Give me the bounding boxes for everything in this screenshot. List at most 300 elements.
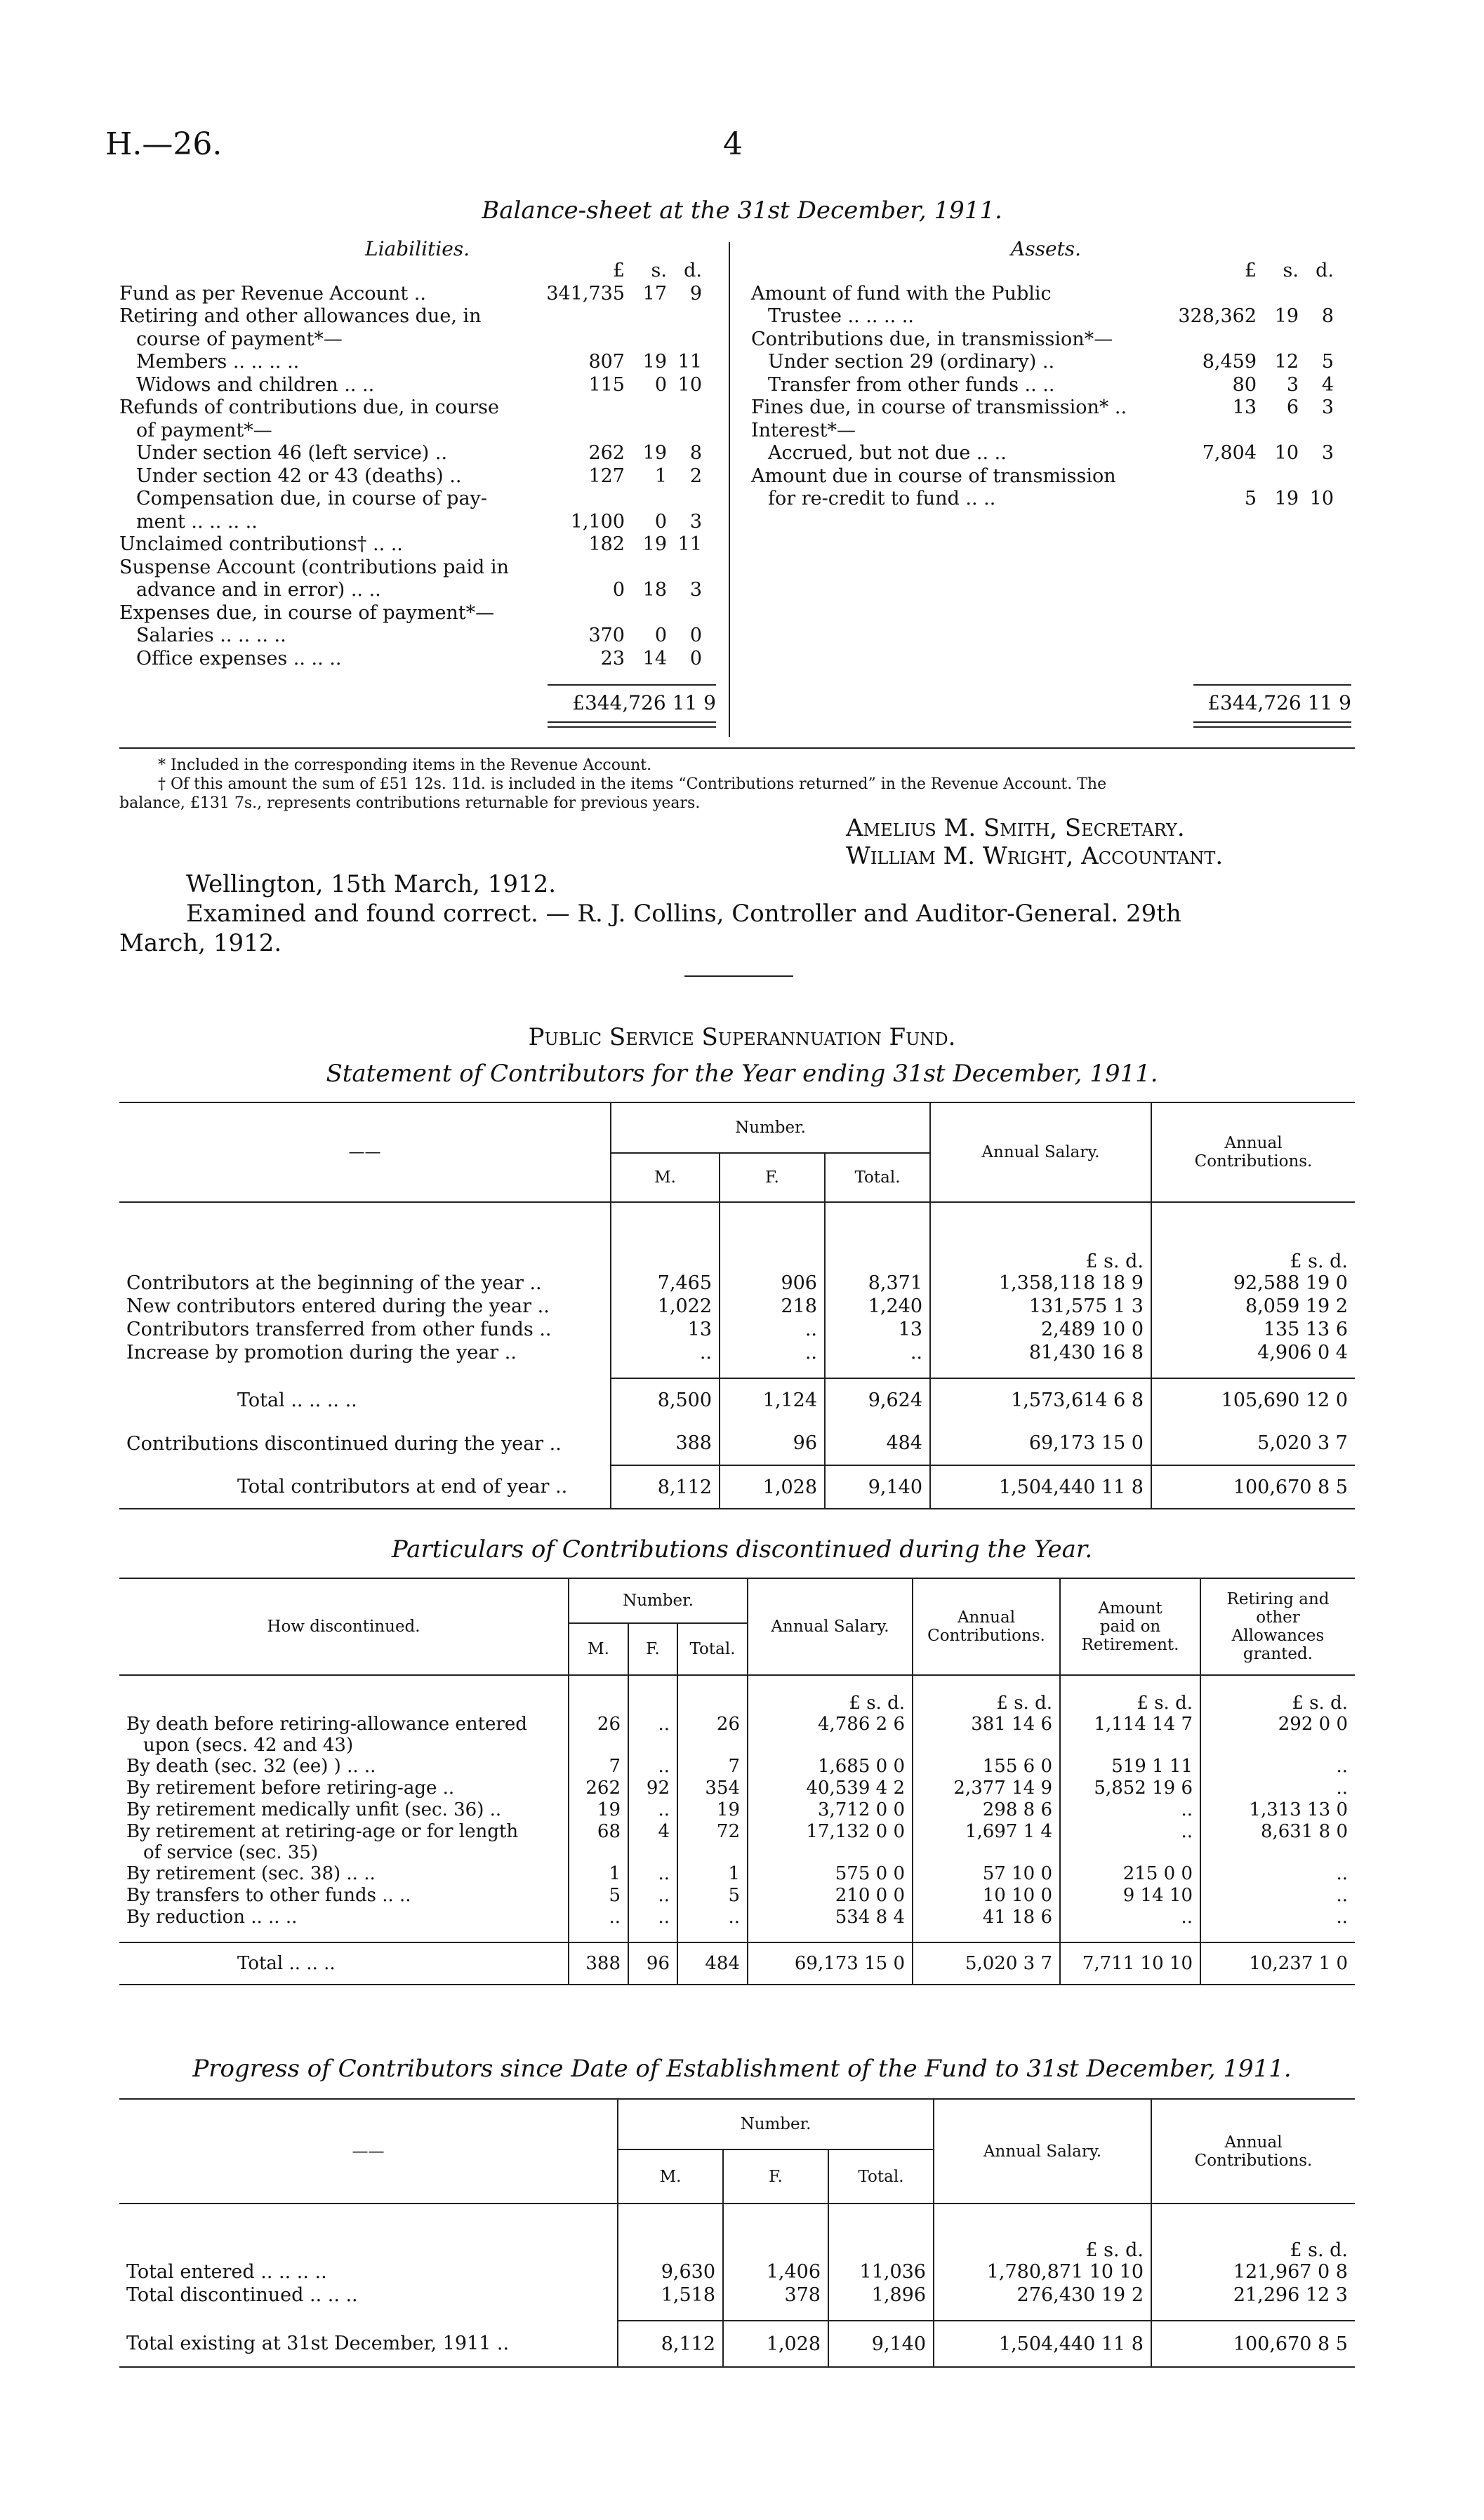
cell-con: 2,377 14 9 (913, 1778, 1060, 1799)
balance-row (119, 328, 716, 352)
contributions-header: Annual Contributions. (913, 1578, 1060, 1675)
row-label (119, 2261, 618, 2284)
fund-end-f: 1,028 (720, 1465, 825, 1509)
row-l: 13 (1232, 396, 1257, 418)
cell-f: .. (628, 1863, 677, 1885)
cell-t: .. (677, 1907, 748, 1942)
cell-amt: 1,114 14 7 (1060, 1714, 1200, 1756)
cell-con: 10 10 0 (913, 1885, 1060, 1907)
cell-con: 41 18 6 (913, 1907, 1060, 1942)
row-l: 80 (1232, 373, 1257, 396)
retiring-lsd: £ s. d. (1200, 1693, 1355, 1714)
part-total-amount: 7,711 10 10 (1060, 1942, 1200, 1985)
row-label: Fines due, in course of transmission* .. (751, 396, 1127, 418)
balance-divider (729, 242, 730, 737)
row-s: 6 (1286, 396, 1299, 418)
balance-row (119, 533, 716, 556)
balance-row (751, 374, 1355, 397)
prog-total-label: Total existing at 31st December, 1911 .. (126, 2333, 510, 2354)
row-s: 18 (642, 579, 667, 601)
cell-sal: 210 0 0 (748, 1885, 913, 1907)
fund-disc-label: Contributions discontinued during the year .. (126, 1432, 562, 1455)
row-label-line: By reduction .. .. .. (126, 1907, 298, 1928)
row-s: 19 (642, 442, 667, 464)
header-dash: —— (352, 2142, 385, 2161)
cell-sal: 2,489 10 0 (930, 1319, 1151, 1342)
row-s: 19 (1274, 305, 1299, 327)
cell-t: 1 (677, 1863, 748, 1885)
cell-con: 298 8 6 (913, 1799, 1060, 1821)
audit-date: March, 1912. (119, 929, 282, 957)
particulars-title: Particulars of Contributions discontinued during the Year. (391, 1535, 1093, 1564)
balance-row (751, 396, 1355, 420)
footnote-1: * Included in the corresponding items in the Revenue Account. (158, 756, 652, 774)
cell-f: 92 (628, 1778, 677, 1799)
row-s: 0 (654, 373, 667, 396)
cell-sal: 1,780,871 10 10 (934, 2261, 1151, 2284)
prog-total-contrib: 100,670 8 5 (1151, 2321, 1355, 2367)
row-l: 8,459 (1202, 351, 1257, 373)
row-d: 3 (1321, 396, 1334, 418)
cell-m: 1,022 (611, 1295, 720, 1319)
row-label: Amount due in course of transmission (751, 465, 1116, 487)
amount-header (1060, 1578, 1200, 1675)
row-label-line: By transfers to other funds .. .. (126, 1885, 411, 1906)
cell-t: 1,896 (828, 2284, 934, 2321)
cell-con: 57 10 0 (913, 1863, 1060, 1885)
cell-f: 4 (628, 1821, 677, 1863)
balance-row (119, 305, 716, 328)
row-label (119, 1756, 569, 1778)
cell-t: 8,371 (825, 1272, 930, 1295)
balance-row (751, 283, 1355, 306)
cell-m: 26 (569, 1714, 628, 1756)
balance-row (751, 465, 1355, 488)
row-l: 807 (588, 351, 625, 373)
footnote-3: balance, £131 7s., represents contributions returnable for previous years. (119, 794, 701, 812)
cell-sal: 131,575 1 3 (930, 1295, 1151, 1319)
assets-total-double-rule (1193, 721, 1351, 728)
cell-sal: 3,712 0 0 (748, 1799, 913, 1821)
row-label: Transfer from other funds .. .. (768, 373, 1055, 396)
balance-row (119, 442, 716, 465)
cell-f: .. (628, 1885, 677, 1907)
cell-f: .. (628, 1756, 677, 1778)
row-s: 19 (642, 533, 667, 555)
footnote-rule (119, 747, 1355, 749)
cell-m: 68 (569, 1821, 628, 1863)
contributions-header (1151, 1102, 1355, 1202)
row-d: 2 (689, 465, 702, 487)
row-label: Salaries .. .. .. .. (136, 625, 286, 646)
cell-ret: 8,631 8 0 (1200, 1821, 1355, 1863)
balance-row (119, 602, 716, 625)
table-row (119, 2261, 1355, 2284)
cell-amt: .. (1060, 1907, 1200, 1942)
row-label: of payment*— (136, 419, 272, 441)
row-l: 328,362 (1178, 305, 1257, 327)
cell-t: .. (825, 1342, 930, 1378)
number-header: Number. (618, 2099, 934, 2149)
cell-m: 262 (569, 1778, 628, 1799)
table-row (119, 1821, 1355, 1863)
row-s: 14 (642, 647, 667, 669)
table-row (119, 1778, 1355, 1799)
fund-disc-t: 484 (825, 1422, 930, 1465)
row-s: 0 (654, 625, 667, 646)
cell-sal: 4,786 2 6 (748, 1714, 913, 1756)
balance-row (751, 305, 1355, 328)
cell-m: 13 (611, 1319, 720, 1342)
page-number: 4 (723, 126, 743, 162)
row-label (119, 1272, 611, 1295)
row-d: 0 (689, 647, 702, 669)
cell-con: 381 14 6 (913, 1714, 1060, 1756)
part-total-retiring: 10,237 1 0 (1200, 1942, 1355, 1985)
salary-header: Annual Salary. (930, 1102, 1151, 1202)
ret-header-line2: other (1256, 1608, 1300, 1627)
balance-row (751, 488, 1355, 511)
row-d: 10 (1309, 488, 1334, 509)
pound-col-head: £ (612, 260, 625, 281)
cell-f: 1,406 (723, 2261, 828, 2284)
cell-con: 135 13 6 (1151, 1319, 1355, 1342)
row-label: Suspense Account (contributions paid in (119, 556, 509, 578)
fund-name: Public Service Superannuation Fund. (528, 1023, 956, 1051)
row-s: 3 (1286, 373, 1299, 396)
cell-amt: 519 1 11 (1060, 1756, 1200, 1778)
row-s: 12 (1274, 351, 1299, 373)
cell-m: 7 (569, 1756, 628, 1778)
contrib-header-line1: Annual (1224, 2133, 1283, 2152)
balance-row (751, 442, 1355, 465)
row-label (119, 1799, 569, 1821)
particulars-table (119, 1578, 1355, 1985)
cell-ret: .. (1200, 1778, 1355, 1799)
row-d: 3 (689, 510, 702, 533)
contrib-header-line2: Contributions. (1194, 1152, 1313, 1171)
cell-ret: .. (1200, 1756, 1355, 1778)
progress-table (119, 2098, 1355, 2368)
cell-t: 7 (677, 1756, 748, 1778)
row-s: 19 (1274, 488, 1299, 509)
table-row (119, 1342, 1355, 1378)
cell-amt: .. (1060, 1821, 1200, 1863)
female-header: F. (723, 2149, 828, 2204)
row-l: 1,100 (570, 510, 625, 533)
contrib-lsd: £ s. d. (1151, 2239, 1355, 2261)
row-label-line: Increase by promotion during the year .. (126, 1342, 517, 1364)
prog-total-f: 1,028 (723, 2321, 828, 2367)
row-label (119, 1319, 611, 1342)
balance-row (119, 396, 716, 420)
row-label: Widows and children .. .. (136, 373, 375, 396)
cell-ret: 1,313 13 0 (1200, 1799, 1355, 1821)
prog-total-m: 8,112 (618, 2321, 723, 2367)
row-d: 8 (689, 442, 702, 464)
balance-row (751, 351, 1355, 374)
footnote-2: † Of this amount the sum of £51 12s. 11d. is included in the items “Contributions returned” in the Revenue Account. The (158, 775, 1107, 793)
assets-list (751, 260, 1355, 511)
row-label-line2: of service (sec. 35) (143, 1842, 319, 1863)
row-label (119, 1885, 569, 1907)
contrib-header-line1: Annual (1224, 1134, 1283, 1152)
cell-m: 5 (569, 1885, 628, 1907)
fund-disc-contrib: 5,020 3 7 (1151, 1422, 1355, 1465)
row-l: 5 (1244, 488, 1257, 509)
fund-total-t: 9,624 (825, 1378, 930, 1422)
cell-f: 378 (723, 2284, 828, 2321)
pound-col-head: £ (1244, 260, 1257, 281)
secretary-signature: Amelius M. Smith, Secretary. (846, 814, 1185, 842)
row-label-line: By death (sec. 32 (ee) ) .. .. (126, 1756, 376, 1777)
row-label (119, 1778, 569, 1799)
cell-f: .. (720, 1319, 825, 1342)
balance-row (119, 374, 716, 397)
salary-lsd: £ s. d. (930, 1251, 1151, 1272)
cell-f: .. (628, 1714, 677, 1756)
row-label-line: Contributors at the beginning of the year .. (126, 1272, 542, 1294)
liab-total-rule (548, 684, 716, 686)
cell-f: .. (628, 1799, 677, 1821)
cell-sal: 81,430 16 8 (930, 1342, 1151, 1378)
fund-end-label: Total contributors at end of year .. (237, 1476, 568, 1498)
cell-t: 354 (677, 1778, 748, 1799)
place-date: Wellington, 15th March, 1912. (186, 870, 557, 898)
fund-end-salary: 1,504,440 11 8 (930, 1465, 1151, 1509)
cell-m: 1 (569, 1863, 628, 1885)
section-separator (684, 975, 793, 977)
row-label (119, 1821, 569, 1863)
cell-f: 906 (720, 1272, 825, 1295)
pence-col-head: d. (1316, 260, 1334, 281)
row-l: 115 (588, 373, 625, 396)
cell-ret: .. (1200, 1863, 1355, 1885)
cell-t: 72 (677, 1821, 748, 1863)
amount-header-line3: Retirement. (1081, 1636, 1179, 1654)
part-total-t: 484 (677, 1942, 748, 1985)
row-s: 17 (642, 282, 667, 305)
cell-t: 13 (825, 1319, 930, 1342)
row-l: 182 (588, 533, 625, 555)
cell-amt: 5,852 19 6 (1060, 1778, 1200, 1799)
table-row (119, 2284, 1355, 2321)
cell-amt: 215 0 0 (1060, 1863, 1200, 1885)
liabilities-heading: Liabilities. (365, 237, 470, 260)
cell-con: 4,906 0 4 (1151, 1342, 1355, 1378)
cell-t: 26 (677, 1714, 748, 1756)
balance-row (119, 648, 716, 671)
row-label-line: New contributors entered during the year .. (126, 1295, 550, 1317)
row-label (119, 1907, 569, 1942)
header-dash: —— (348, 1143, 381, 1161)
cell-m: 19 (569, 1799, 628, 1821)
part-total-m: 388 (569, 1942, 628, 1985)
row-label: Accrued, but not due .. .. (768, 442, 1007, 464)
cell-amt: 9 14 10 (1060, 1885, 1200, 1907)
fund-total-contrib: 105,690 12 0 (1151, 1378, 1355, 1422)
how-header: How discontinued. (267, 1618, 420, 1636)
cell-con: 1,697 1 4 (913, 1821, 1060, 1863)
table-row (119, 1319, 1355, 1342)
cell-f: 218 (720, 1295, 825, 1319)
balance-row (119, 625, 716, 648)
row-label: Expenses due, in course of payment*— (119, 601, 495, 624)
audit-line: Examined and found correct. — R. J. Collins, Controller and Auditor-General. 29th (186, 900, 1181, 928)
row-l: 23 (600, 647, 625, 669)
contrib-lsd: £ s. d. (1151, 1251, 1355, 1272)
retiring-header (1200, 1578, 1355, 1675)
prog-total-t: 9,140 (828, 2321, 934, 2367)
row-label (119, 1714, 569, 1756)
row-l: 262 (588, 442, 625, 464)
row-d: 11 (677, 351, 702, 373)
contributors-statement-table (119, 1102, 1355, 1509)
row-label: Under section 29 (ordinary) .. (768, 351, 1055, 373)
cell-f: .. (720, 1342, 825, 1378)
row-label-line: Total discontinued .. .. .. (126, 2284, 358, 2306)
salary-header: Annual Salary. (934, 2099, 1151, 2204)
cell-ret: 292 0 0 (1200, 1714, 1355, 1756)
row-label: Unclaimed contributions† .. .. (119, 533, 403, 555)
row-label: ment .. .. .. .. (136, 510, 258, 533)
liabilities-list (119, 260, 716, 670)
table-row (119, 1272, 1355, 1295)
table-row (119, 1863, 1355, 1885)
total-header: Total. (677, 1623, 748, 1675)
row-label: for re-credit to fund .. .. (768, 488, 996, 509)
assets-total: £344,726 11 9 (1207, 691, 1351, 714)
assets-total-rule (1193, 684, 1351, 686)
cell-sal: 1,685 0 0 (748, 1756, 913, 1778)
row-l: 7,804 (1202, 442, 1257, 464)
male-header: M. (611, 1153, 720, 1202)
row-label: Amount of fund with the Public (751, 282, 1052, 305)
row-l: 370 (588, 625, 625, 646)
document-reference: H.—26. (105, 126, 223, 162)
cell-sal: 40,539 4 2 (748, 1778, 913, 1799)
male-header: M. (618, 2149, 723, 2204)
fund-total-m: 8,500 (611, 1378, 720, 1422)
fund-end-m: 8,112 (611, 1465, 720, 1509)
number-header: Number. (569, 1578, 748, 1623)
balance-row (119, 283, 716, 306)
table-row (119, 1885, 1355, 1907)
prog-total-salary: 1,504,440 11 8 (934, 2321, 1151, 2367)
row-s: 1 (654, 465, 667, 487)
row-d: 8 (1321, 305, 1334, 327)
cell-con: 121,967 0 8 (1151, 2261, 1355, 2284)
row-d: 3 (689, 579, 702, 601)
salary-header: Annual Salary. (748, 1578, 913, 1675)
table-row (119, 1714, 1355, 1756)
row-s: 19 (642, 351, 667, 373)
cell-ret: .. (1200, 1907, 1355, 1942)
ret-header-line1: Retiring and (1226, 1590, 1330, 1608)
row-label: Members .. .. .. .. (136, 351, 300, 373)
amount-lsd: £ s. d. (1060, 1693, 1200, 1714)
cell-m: 9,630 (618, 2261, 723, 2284)
row-l: 341,735 (546, 282, 625, 305)
cell-sal: 575 0 0 (748, 1863, 913, 1885)
balance-row (119, 556, 716, 580)
balance-row (751, 420, 1355, 443)
assets-heading: Assets. (1011, 237, 1082, 260)
salary-lsd: £ s. d. (748, 1693, 913, 1714)
table-row (119, 1295, 1355, 1319)
part-total-label: Total .. .. .. (237, 1953, 336, 1974)
table-row (119, 1756, 1355, 1778)
cell-t: 11,036 (828, 2261, 934, 2284)
fund-total-f: 1,124 (720, 1378, 825, 1422)
fund-end-contrib: 100,670 8 5 (1151, 1465, 1355, 1509)
cell-amt: .. (1060, 1799, 1200, 1821)
ret-header-line3: Allowances (1231, 1627, 1325, 1645)
salary-lsd: £ s. d. (934, 2239, 1151, 2261)
shilling-col-head: s. (651, 260, 667, 281)
row-label: Interest*— (751, 419, 856, 441)
row-l: 0 (612, 579, 625, 601)
fund-disc-m: 388 (611, 1422, 720, 1465)
pence-col-head: d. (684, 260, 702, 281)
blank-header (119, 2099, 618, 2204)
balance-sheet-title: Balance-sheet at the 31st December, 1911. (482, 196, 1002, 225)
female-header: F. (628, 1623, 677, 1675)
row-label: Fund as per Revenue Account .. (119, 282, 426, 305)
cell-m: 7,465 (611, 1272, 720, 1295)
row-label (119, 2284, 618, 2321)
balance-row (119, 420, 716, 443)
row-label-line: By retirement medically unfit (sec. 36) .. (126, 1799, 502, 1820)
fund-end-t: 9,140 (825, 1465, 930, 1509)
part-total-salary: 69,173 15 0 (748, 1942, 913, 1985)
row-s: 0 (654, 510, 667, 533)
balance-row (119, 488, 716, 511)
statement-title: Statement of Contributors for the Year ending 31st December, 1911. (326, 1060, 1158, 1088)
row-label: course of payment*— (136, 328, 343, 350)
balance-row (119, 465, 716, 488)
total-header: Total. (828, 2149, 934, 2204)
ret-header-line4: granted. (1243, 1645, 1313, 1663)
male-header: M. (569, 1623, 628, 1675)
row-label-line: By retirement (sec. 38) .. .. (126, 1863, 376, 1884)
row-label: Trustee .. .. .. .. (768, 305, 914, 327)
part-total-contrib: 5,020 3 7 (913, 1942, 1060, 1985)
cell-con: 21,296 12 3 (1151, 2284, 1355, 2321)
contrib-header-line2: Contributions. (1194, 2151, 1313, 2170)
table-row (119, 1799, 1355, 1821)
total-header: Total. (825, 1153, 930, 1202)
row-label: Refunds of contributions due, in course (119, 396, 499, 418)
cell-sal: 1,358,118 18 9 (930, 1272, 1151, 1295)
cell-t: 5 (677, 1885, 748, 1907)
row-label-line: By retirement at retiring-age or for length (126, 1821, 519, 1842)
row-d: 10 (677, 373, 702, 396)
cell-con: 155 6 0 (913, 1756, 1060, 1778)
balance-row (119, 511, 716, 534)
cell-ret: .. (1200, 1885, 1355, 1907)
row-label (119, 1295, 611, 1319)
row-label: Under section 46 (left service) .. (136, 442, 448, 464)
row-label-line: By death before retiring-allowance entered (126, 1714, 527, 1735)
cell-sal: 276,430 19 2 (934, 2284, 1151, 2321)
progress-title: Progress of Contributors since Date of Establishment of the Fund to 31st December, 1911. (192, 2055, 1292, 2083)
amount-header-line2: paid on (1099, 1618, 1161, 1636)
fund-disc-f: 96 (720, 1422, 825, 1465)
balance-row (119, 351, 716, 374)
cell-t: 19 (677, 1799, 748, 1821)
fund-disc-salary: 69,173 15 0 (930, 1422, 1151, 1465)
